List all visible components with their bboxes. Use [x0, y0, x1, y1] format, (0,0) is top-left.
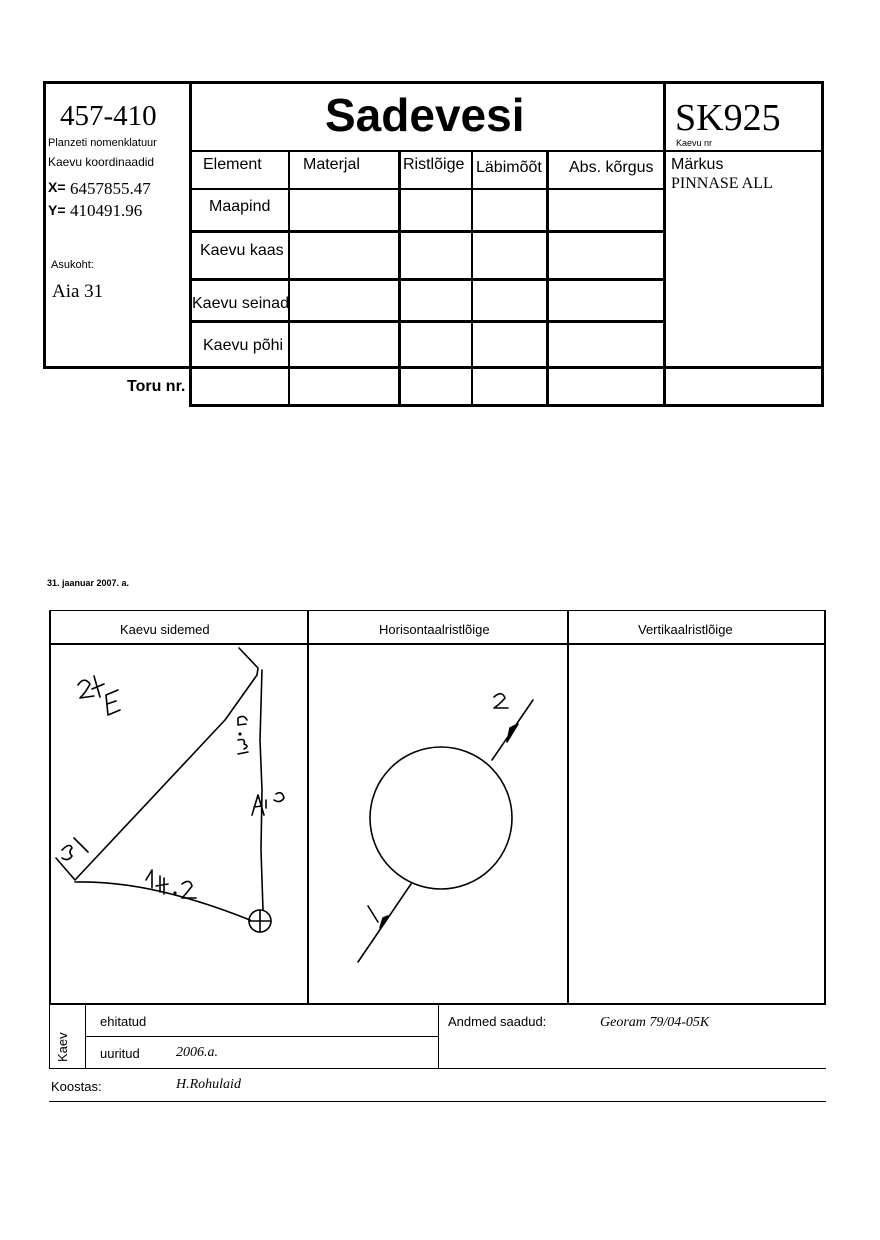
surveyed-label: uuritud [100, 1046, 140, 1061]
sketch-col-horizontal: Horisontaalristlõige [379, 622, 490, 637]
surveyed-value: 2006.a. [176, 1045, 218, 1060]
pipe-2-arrow-icon [507, 724, 518, 742]
hand-24-4 [92, 676, 104, 697]
footer-mid-line [85, 1036, 438, 1037]
hand-2 [494, 694, 508, 708]
compiled-value: H.Rohulaid [176, 1077, 241, 1092]
map-sheet-label: Planzeti nomenklatuur [48, 137, 157, 149]
remarks-label: Märkus [671, 156, 724, 173]
y-value: 410491.96 [70, 201, 143, 220]
hand-31-3 [62, 845, 72, 859]
hand-135-3 [238, 740, 247, 750]
well-id-value: SK925 [675, 97, 781, 139]
hand-142-1 [146, 870, 152, 888]
sketch-col-vertical: Vertikaalristlõige [638, 622, 733, 637]
coords-label: Kaevu koordinaadid [48, 155, 155, 169]
col-header-crosssection: Ristlõige [403, 156, 465, 173]
hand-135-5 [238, 716, 247, 725]
building-outline [56, 648, 258, 880]
page-title: Sadevesi [325, 89, 525, 141]
pipe-1-line [358, 884, 411, 962]
location-value: Aia 31 [52, 281, 104, 302]
kaev-label: Kaev [55, 1032, 70, 1062]
pipe-1-arrow-icon [380, 916, 388, 928]
footer-sep-2 [438, 1004, 439, 1069]
hand-aia-a2 [274, 793, 284, 802]
built-label: ehitatud [100, 1014, 147, 1029]
row-label-lid: Kaevu kaas [200, 242, 284, 259]
location-label: Asukoht: [51, 259, 94, 271]
manhole-circle [370, 747, 512, 889]
row-label-walls: Kaevu seinad [192, 295, 289, 312]
hand-142-2 [182, 881, 196, 898]
remarks-value: PINNASE ALL [671, 175, 773, 192]
data-received-value: Georam 79/04-05K [600, 1015, 710, 1030]
date-text: 31. jaanuar 2007. a. [47, 578, 130, 588]
tie-line-142 [75, 882, 250, 920]
sketch-col-links: Kaevu sidemed [120, 622, 210, 637]
x-label: X= [48, 179, 66, 195]
pipe-label: Toru nr. [127, 378, 186, 395]
hand-135-1 [238, 752, 248, 754]
hand-31-1 [74, 838, 88, 852]
well-id-label: Kaevu nr [676, 138, 713, 148]
col-header-elevation: Abs. kõrgus [569, 159, 654, 176]
map-sheet-value: 457-410 [60, 100, 157, 132]
col-header-material: Materjal [303, 156, 360, 173]
y-label: Y= [48, 202, 66, 218]
hand-e [106, 690, 120, 715]
street-line [260, 670, 263, 910]
x-value: 6457855.47 [70, 179, 151, 198]
row-label-ground: Maapind [209, 198, 271, 215]
data-received-label: Andmed saadud: [448, 1014, 547, 1029]
hand-142-dot [174, 892, 176, 894]
hand-1 [368, 906, 378, 922]
col-header-element: Element [203, 156, 262, 173]
footer-left-line [49, 1004, 50, 1069]
compiled-label: Koostas: [51, 1079, 102, 1094]
footer-line-2 [49, 1101, 826, 1102]
col-header-diameter: Läbimõõt [476, 159, 542, 176]
hand-135-dot [239, 733, 241, 735]
row-label-bottom: Kaevu põhi [203, 337, 284, 354]
footer-line-1 [49, 1068, 826, 1069]
